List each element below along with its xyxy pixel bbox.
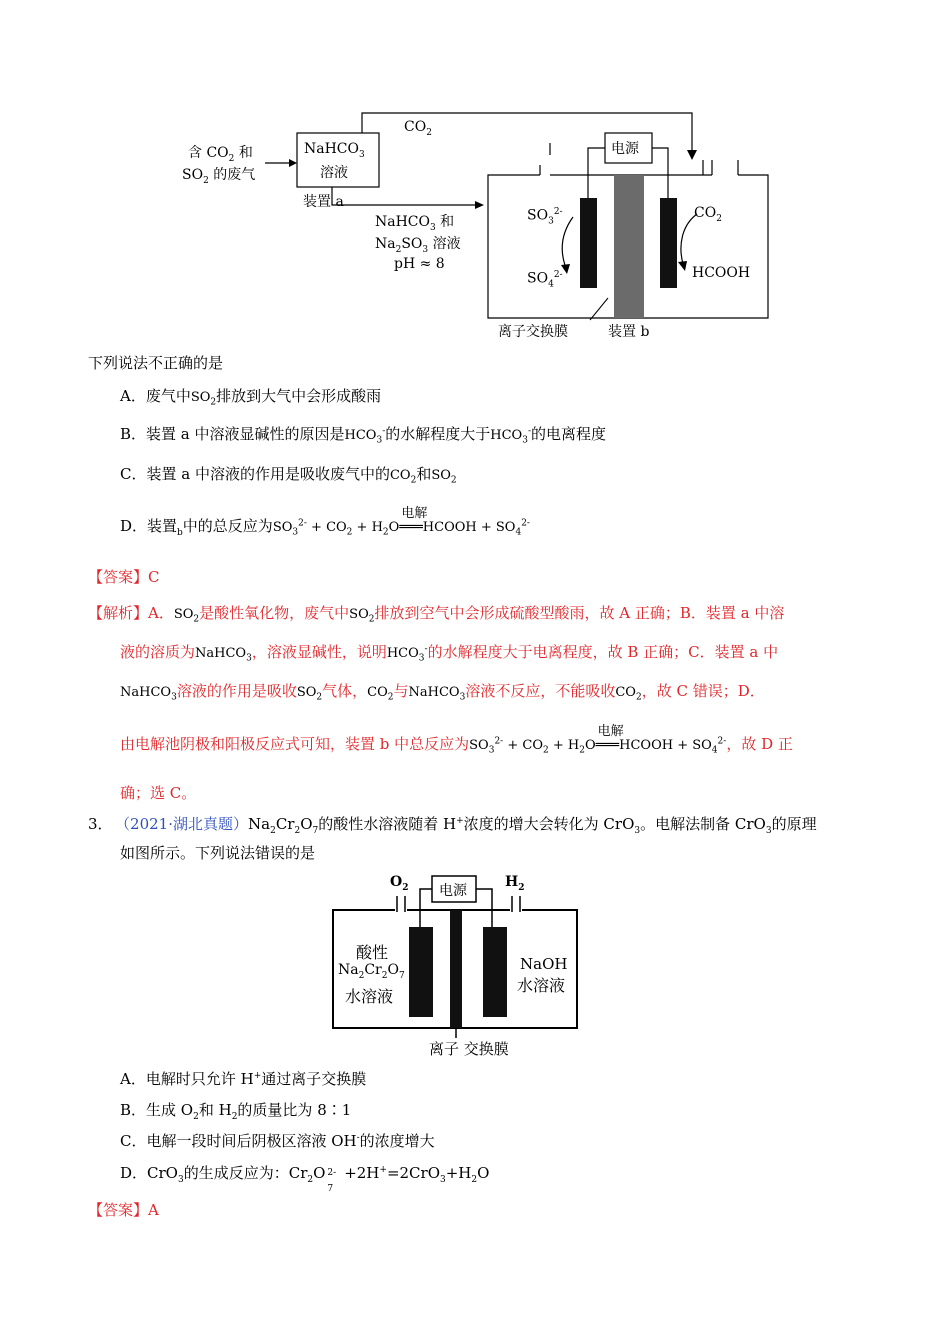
- membrane-label: 离子交换膜: [498, 324, 568, 340]
- left-solution-1: 酸性: [356, 943, 389, 962]
- solution-label-1: NaHCO$_3$ 和: [375, 214, 455, 233]
- o2-label: $O_2$: [390, 874, 409, 893]
- right-solution-2: 水溶液: [517, 976, 566, 995]
- q3-option-c: C．电解一段时间后阴极区溶液 OH-的浓度增大: [120, 1132, 435, 1150]
- so4-label: $SO_4^{2-}$: [527, 270, 563, 290]
- solution-label-2: $Na_2SO_3$ 溶液: [375, 236, 461, 255]
- q3-stem-line-2: 如图所示。下列说法错误的是: [120, 844, 316, 862]
- h2-label: $H_2$: [505, 874, 525, 893]
- q2-answer: 【答案】C: [88, 568, 160, 586]
- left-solution-2: $Na_2Cr_2O_7$: [338, 962, 405, 981]
- left-solution-3: 水溶液: [345, 987, 394, 1006]
- power-label: 电源: [611, 141, 639, 157]
- waste-gas-label-2: $SO_2$ 的废气: [182, 167, 256, 186]
- device-a-label: 装置 a: [303, 194, 344, 210]
- box-a-label-1: NaHCO$_3$: [304, 141, 365, 160]
- q2-analysis-line-5: 确；选 C。: [120, 784, 197, 802]
- waste-gas-label-1: 含 $CO_2$ 和: [188, 145, 253, 164]
- q3-stem-line-1: 3． （2021·湖北真题）$Na_2Cr_2O_7$的酸性水溶液随着 H+浓度的增大会转化为 CrO$_3$。电解法制备 CrO$_3$的原理: [88, 815, 817, 836]
- so3-label: $SO_3^{2-}$: [527, 207, 563, 227]
- q2-option-a: A．废气中$SO_2$排放到大气中会形成酸雨: [120, 387, 382, 408]
- q3-option-b: B．生成 $O_2$和 $H_2$的质量比为 8∶1: [120, 1101, 352, 1122]
- co2-right-label: $CO_2$: [694, 205, 722, 224]
- q3-answer: 【答案】A: [88, 1201, 159, 1219]
- anode-electrode-2: [409, 927, 433, 1017]
- q3-option-d: D．CrO$_3$的生成反应为：$Cr_2O$ 7 2- $+2H^+=2CrO_3+H_2O$: [120, 1164, 490, 1194]
- membrane-label-2: 离子 交换膜: [429, 1040, 509, 1058]
- box-a-label-2: 溶液: [320, 165, 348, 181]
- q2-analysis-line-4: 由电解池阴极和阳极反应式可知，装置 b 中总反应为$SO_3^{2-} + CO_2 + H_2O$ 电解 ═══HCOOH + $SO_4^{2-}$，故 D 正: [120, 724, 793, 756]
- ion-exchange-membrane-2: [450, 910, 462, 1028]
- power-label-2: 电源: [439, 883, 467, 899]
- q3-option-a: A．电解时只允许 H+通过离子交换膜: [120, 1070, 367, 1088]
- q2-analysis-line-1: 【解析】A．$SO_2$是酸性氧化物，废气中$SO_2$排放到空气中会形成硫酸型酸雨，故 A 正确；B．装置 a 中溶: [88, 604, 785, 625]
- q2-analysis-line-2: 液的溶质为NaHCO$_3$，溶液显碱性，说明$HCO_3^-$的水解程度大于电离程度，故 B 正确；C．装置 a 中: [120, 643, 779, 664]
- q2-option-b: B．装置 a 中溶液显碱性的原因是$HCO_3^-$的水解程度大于$HCO_3^-$的电离程度: [120, 425, 607, 446]
- solution-label-3: pH ≈ 8: [394, 256, 445, 272]
- q2-analysis-line-3: NaHCO$_3$溶液的作用是吸收$SO_2$气体，$CO_2$与NaHCO$_3$溶液不反应，不能吸收$CO_2$，故 C 错误；D．: [120, 682, 765, 703]
- device-b-label: 装置 b: [608, 324, 650, 340]
- hcooh-label: HCOOH: [692, 265, 751, 281]
- co2-top-label: $CO_2$: [404, 119, 432, 138]
- cathode-electrode-2: [483, 927, 507, 1017]
- q2-option-c: C．装置 a 中溶液的作用是吸收废气中的$CO_2$和$SO_2$: [120, 465, 457, 486]
- q2-stem: 下列说法不正确的是: [88, 354, 224, 372]
- q2-option-d: D．装置$_b$中的总反应为$SO_3^{2-} + CO_2 + H_2O$ 电解 ═══HCOOH + $SO_4^{2-}$: [120, 506, 530, 538]
- right-solution-1: NaOH: [520, 955, 568, 973]
